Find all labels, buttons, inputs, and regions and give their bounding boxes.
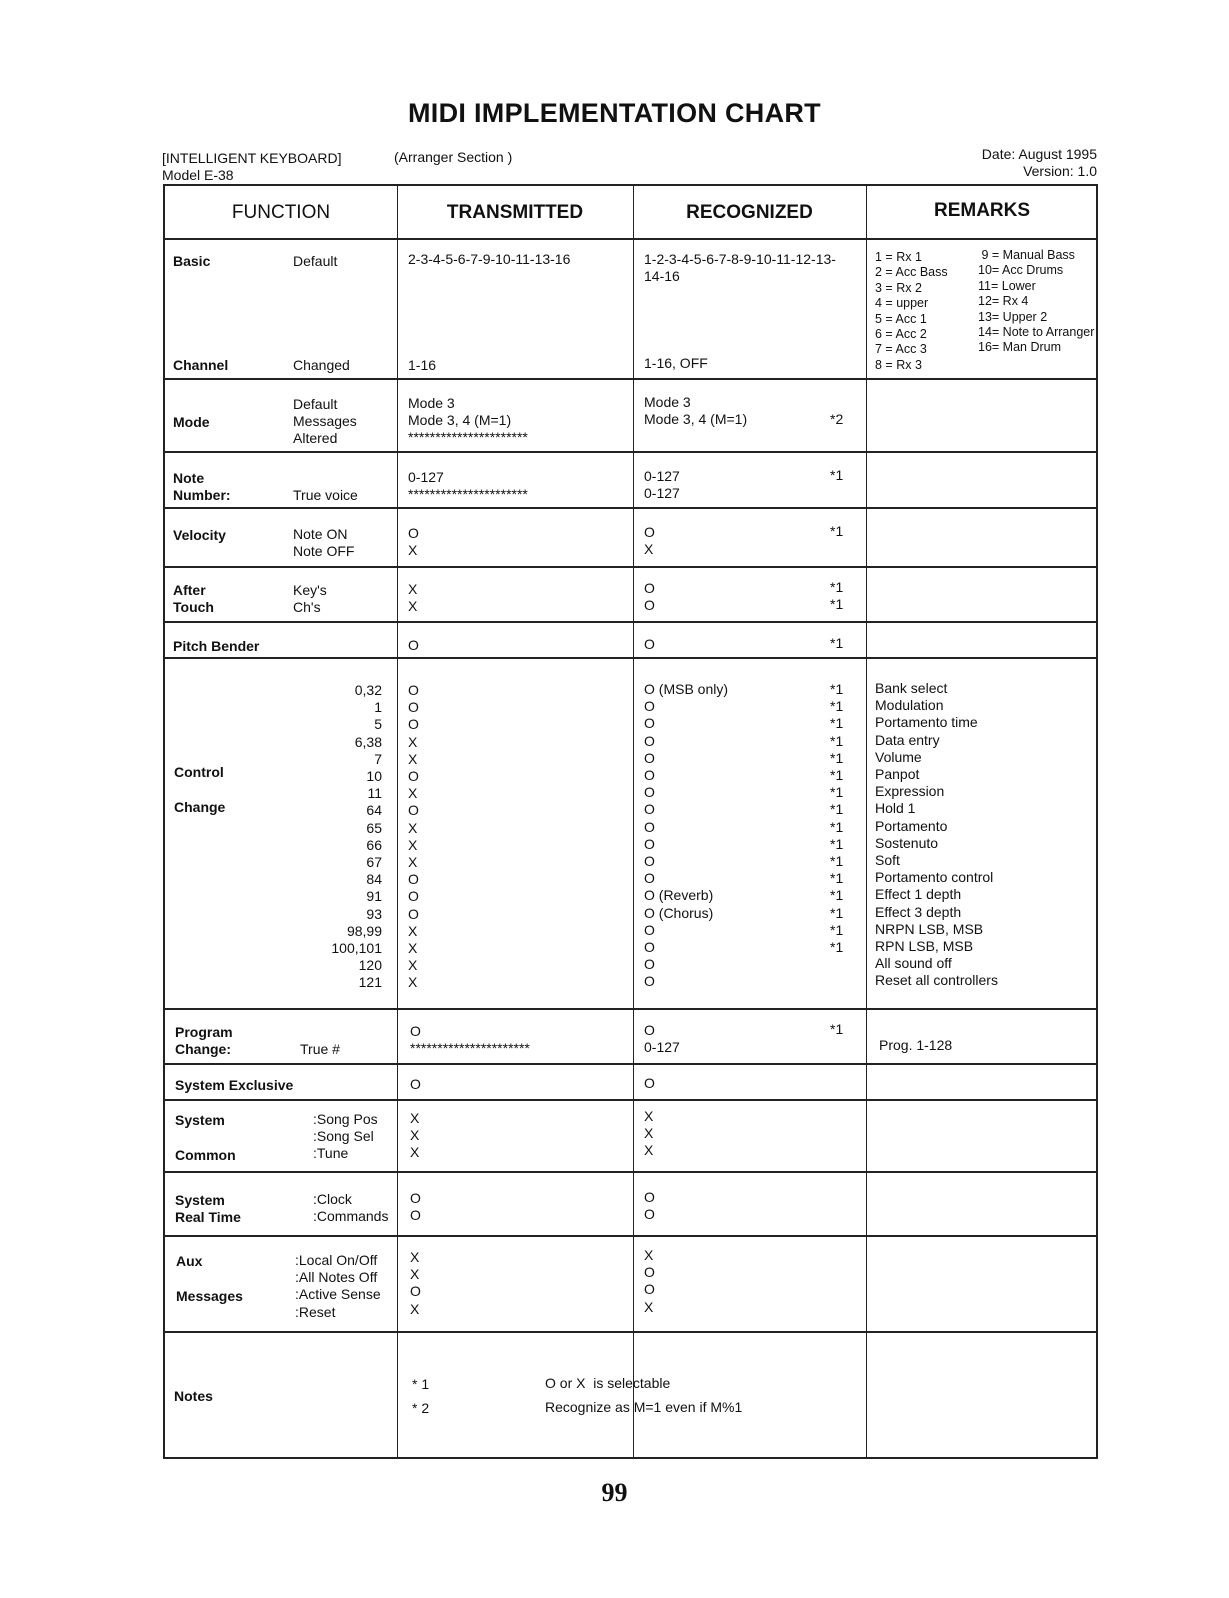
note-tx: 0-127 ********************** bbox=[408, 469, 528, 503]
change-label: Change bbox=[174, 799, 226, 815]
control-numbers: 0,32 1 5 6,38 7 10 11 64 65 66 67 84 91 93 98,99 100,101 120 121 bbox=[331, 682, 382, 991]
mode-tx: Mode 3 Mode 3, 4 (M=1) ********************** bbox=[408, 395, 528, 446]
velocity-rx-mark: *1 bbox=[830, 523, 844, 539]
velocity-label: Velocity bbox=[173, 527, 226, 543]
system-common-label1: System bbox=[175, 1112, 225, 1128]
row-divider bbox=[165, 1063, 1096, 1065]
control-remarks: Bank select Modulation Portamento time Data entry Volume Panpot Expression Hold 1 Portamento Sostenuto Soft Portamento control Effect 1 depth Effect 3 depth NRPN LSB, MSB RPN LSB, MSB All sound off Reset all controllers bbox=[875, 680, 998, 989]
row-divider bbox=[165, 1331, 1096, 1333]
note-2-text: Recognize as M=1 even if M%1 bbox=[545, 1399, 743, 1415]
aftertouch-label: After Touch bbox=[173, 582, 214, 616]
system-realtime-sub: :Clock :Commands bbox=[313, 1191, 389, 1225]
notes-label: Notes bbox=[174, 1388, 213, 1404]
mode-sub: Default Messages Altered bbox=[293, 396, 357, 447]
basic-tx-changed: 1-16 bbox=[408, 357, 437, 373]
program-change-tx: O ********************** bbox=[410, 1023, 530, 1057]
sysex-label: System Exclusive bbox=[175, 1077, 294, 1093]
date-label: Date: August 1995 bbox=[981, 146, 1097, 162]
row-divider bbox=[165, 1235, 1096, 1237]
control-rx: O (MSB only) O O O O O O O O O O O O (Reverb) O (Chorus) O O O O bbox=[644, 681, 729, 990]
row-divider bbox=[165, 378, 1096, 380]
aftertouch-rx: O O bbox=[644, 580, 655, 614]
mode-rx-mark: *2 bbox=[830, 411, 844, 427]
page-title: MIDI IMPLEMENTATION CHART bbox=[408, 98, 821, 128]
program-change-sub: True # bbox=[300, 1041, 340, 1057]
pitch-bender-rx: O bbox=[644, 636, 655, 652]
velocity-tx: O X bbox=[408, 525, 419, 559]
basic-rx-default: 1-2-3-4-5-6-7-8-9-10-11-12-13- 14-16 bbox=[644, 251, 836, 285]
row-divider bbox=[165, 621, 1096, 623]
page-number: 99 bbox=[601, 1478, 628, 1507]
row-divider bbox=[165, 1008, 1096, 1010]
header-recognized: RECOGNIZED bbox=[686, 202, 813, 223]
program-change-remarks: Prog. 1-128 bbox=[879, 1037, 953, 1053]
program-change-label: Program Change: bbox=[175, 1024, 233, 1058]
sysex-rx: O bbox=[644, 1075, 655, 1091]
version-label: Version: 1.0 bbox=[1023, 163, 1097, 179]
sysex-tx: O bbox=[410, 1076, 421, 1092]
note-2-mark: * 2 bbox=[412, 1400, 430, 1416]
system-common-sub: :Song Pos :Song Sel :Tune bbox=[313, 1111, 378, 1162]
note-1-mark: * 1 bbox=[412, 1376, 430, 1392]
basic-remarks-left: 1 = Rx 1 2 = Acc Bass 3 = Rx 2 4 = upper 5 = Acc 1 6 = Acc 2 7 = Acc 3 8 = Rx 3 bbox=[875, 250, 948, 372]
basic-rx-changed: 1-16, OFF bbox=[644, 355, 708, 371]
system-common-rx: X X X bbox=[644, 1108, 654, 1159]
system-realtime-tx: O O bbox=[410, 1190, 421, 1224]
pitch-bender-tx: O bbox=[408, 637, 419, 653]
note-sub: True voice bbox=[293, 487, 358, 503]
col-divider bbox=[397, 186, 398, 1457]
system-realtime-label: System Real Time bbox=[175, 1192, 241, 1226]
system-common-label2: Common bbox=[175, 1147, 236, 1163]
header-remarks: REMARKS bbox=[933, 200, 1031, 221]
control-tx: O O O X X O X O X X X O O O X X X X bbox=[408, 682, 419, 991]
model-label: Model E-38 bbox=[162, 167, 234, 183]
program-change-rx: O 0-127 bbox=[644, 1022, 680, 1056]
channel-label: Channel bbox=[173, 357, 229, 373]
note-1-text: O or X is selectable bbox=[545, 1375, 671, 1391]
row-divider bbox=[165, 451, 1096, 453]
section-label: (Arranger Section ) bbox=[394, 149, 513, 165]
aux-label2: Messages bbox=[176, 1288, 243, 1304]
row-divider bbox=[165, 238, 1096, 240]
system-common-tx: X X X bbox=[410, 1110, 420, 1161]
aftertouch-tx: X X bbox=[408, 581, 418, 615]
aux-rx: X O O X bbox=[644, 1247, 655, 1315]
aux-sub: :Local On/Off :All Notes Off :Active Sense :Reset bbox=[295, 1252, 381, 1320]
program-change-rx-mark: *1 bbox=[830, 1021, 844, 1037]
device-label: [INTELLIGENT KEYBOARD] bbox=[162, 150, 342, 166]
aftertouch-rx-mark: *1 *1 bbox=[830, 579, 844, 613]
row-divider bbox=[165, 1099, 1096, 1101]
velocity-sub: Note ON Note OFF bbox=[293, 526, 355, 560]
header-transmitted: TRANSMITTED bbox=[446, 202, 584, 223]
mode-label: Mode bbox=[173, 414, 210, 430]
row-divider bbox=[165, 657, 1096, 659]
midi-chart-table bbox=[163, 184, 1098, 1459]
control-rx-marks: *1 *1 *1 *1 *1 *1 *1 *1 *1 *1 *1 *1 *1 *1 *1 *1 bbox=[830, 681, 844, 956]
aux-tx: X X O X bbox=[410, 1249, 421, 1317]
basic-remarks-right: 9 = Manual Bass 10= Acc Drums 11= Lower 12= Rx 4 13= Upper 2 14= Note to Arranger 16= Man Drum bbox=[978, 248, 1095, 355]
basic-label: Basic bbox=[173, 253, 211, 269]
aux-label1: Aux bbox=[176, 1253, 203, 1269]
aftertouch-sub: Key's Ch's bbox=[293, 582, 327, 616]
row-divider bbox=[165, 507, 1096, 509]
pitch-bender-label: Pitch Bender bbox=[173, 638, 260, 654]
col-divider bbox=[866, 186, 867, 1457]
row-divider bbox=[165, 566, 1096, 568]
row-divider bbox=[165, 1171, 1096, 1173]
control-label: Control bbox=[174, 764, 224, 780]
note-rx: 0-127 0-127 bbox=[644, 468, 680, 502]
note-label: Note Number: bbox=[173, 470, 231, 504]
basic-changed-label: Changed bbox=[293, 357, 350, 373]
mode-rx: Mode 3 Mode 3, 4 (M=1) bbox=[644, 394, 748, 428]
pitch-bender-rx-mark: *1 bbox=[830, 635, 844, 651]
velocity-rx: O X bbox=[644, 524, 655, 558]
col-divider bbox=[633, 186, 634, 1457]
note-rx-mark: *1 bbox=[830, 467, 844, 483]
basic-tx-default: 2-3-4-5-6-7-9-10-11-13-16 bbox=[408, 251, 571, 267]
system-realtime-rx: O O bbox=[644, 1189, 655, 1223]
basic-default-label: Default bbox=[293, 253, 338, 269]
header-function: FUNCTION bbox=[231, 202, 331, 223]
